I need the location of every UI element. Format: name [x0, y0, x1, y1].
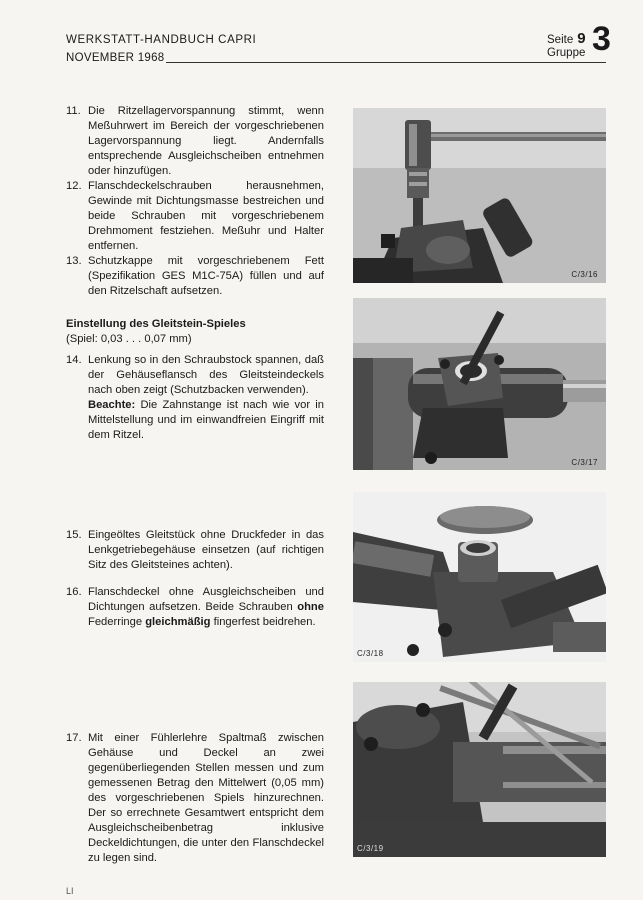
photo-illustration [353, 492, 606, 662]
note-label: Beachte: [88, 399, 136, 411]
photo-illustration [353, 298, 606, 470]
footer-mark: LI [66, 886, 74, 896]
page-number [547, 30, 586, 47]
photo-caption: C/3/17 [571, 458, 598, 467]
photo-gear-housing-vise [353, 298, 606, 470]
step-text: Mit einer Fühlerlehre Spaltmaß zwischen Gehäuse und Deckel an zwei gegenüberliegenden Stellen messen und zum gemessenen Betrag den Mittelwert (0,05 mm) des vorgeschriebenen Spiels hinzurechnen. Der so errechnete Gesamtwert entspricht dem Ausgleichscheibenbetrag inklusive Deckeldichtungen, die unter den Flanschdeckel zu legen sind. [88, 732, 324, 864]
header-rule [166, 62, 606, 63]
photo-pinion-dial-gauge [353, 108, 606, 283]
step-text: Flanschdeckelschrauben herausnehmen, Gewinde mit Dichtungsmasse bestreichen und beide Schrauben mit vorgeschriebenem Drehmoment festziehen. Meßuhr und Halter entfernen. [88, 180, 324, 252]
photo-caption: C/3/16 [571, 270, 598, 279]
emphasis-text: gleichmäßig [145, 616, 211, 628]
step-11 [66, 104, 324, 179]
step-13 [66, 254, 324, 299]
steps-17 [66, 731, 324, 866]
emphasis-text: ohne [297, 601, 324, 613]
step-number: 11. [66, 105, 81, 117]
step-text: Eingeöltes Gleitstück ohne Druckfeder in das Lenkgetriebegehäuse einsetzen (auf richtigen Sitz des Gleitsteines achten). [88, 529, 324, 571]
seite-number: 9 [577, 30, 586, 47]
step-number: 12. [66, 180, 82, 192]
edition-date: NOVEMBER 1968 [66, 52, 165, 64]
step-number: 13. [66, 255, 82, 267]
step-12 [66, 179, 324, 254]
steps-11-13 [66, 104, 324, 299]
photo-feeler-gauge [353, 682, 606, 857]
step-text: Flanschdeckel ohne Ausgleichscheiben und Dichtungen aufsetzen. Beide Schrauben [88, 586, 324, 613]
note-text: Die Zahnstange ist nach wie vor in Mittelstellung und im einwandfreien Eingriff mit dem Ritzel. [88, 399, 324, 441]
step-text: Schutzkappe mit vorgeschriebenem Fett (Spezifikation GES M1C-75A) füllen und auf den Ritzelschaft aufsetzen. [88, 255, 324, 297]
photo-illustration [353, 108, 606, 283]
step-text: Die Ritzellagervorspannung stimmt, wenn Meßuhrwert im Bereich der vorgeschriebenen Lagervorspannung liegt. Andernfalls entsprechende Ausgleichscheiben entnehmen oder hinzufügen. [88, 105, 324, 177]
step-text: Federringe [88, 616, 143, 628]
group-label: Gruppe [547, 47, 586, 59]
step-16 [66, 585, 324, 630]
step-number: 16. [66, 586, 82, 598]
step-number: 15. [66, 529, 82, 541]
step-number: 17. [66, 732, 82, 744]
steps-14 [66, 317, 324, 443]
photo-caption: C/3/18 [357, 649, 384, 658]
section-heading: Einstellung des Gleitstein-Spieles [66, 318, 246, 330]
step-17 [66, 731, 324, 866]
seite-label: Seite [547, 34, 574, 46]
manual-title: WERKSTATT-HANDBUCH CAPRI [66, 34, 257, 46]
steps-15-16 [66, 528, 324, 630]
step-text: Lenkung so in den Schraubstock spannen, daß der Gehäuseflansch des Gleitsteindeckels nach oben zeigt (Schutzbacken verwenden). [88, 354, 324, 396]
step-14 [66, 353, 324, 443]
photo-illustration [353, 682, 606, 857]
group-number: 3 [592, 20, 611, 58]
photo-slide-block-insert [353, 492, 606, 662]
step-15 [66, 528, 324, 573]
photo-caption: C/3/19 [357, 844, 384, 853]
step-number: 14. [66, 354, 82, 366]
section-subheading: (Spiel: 0,03 . . . 0,07 mm) [66, 333, 192, 345]
step-text: fingerfest beidrehen. [213, 616, 316, 628]
